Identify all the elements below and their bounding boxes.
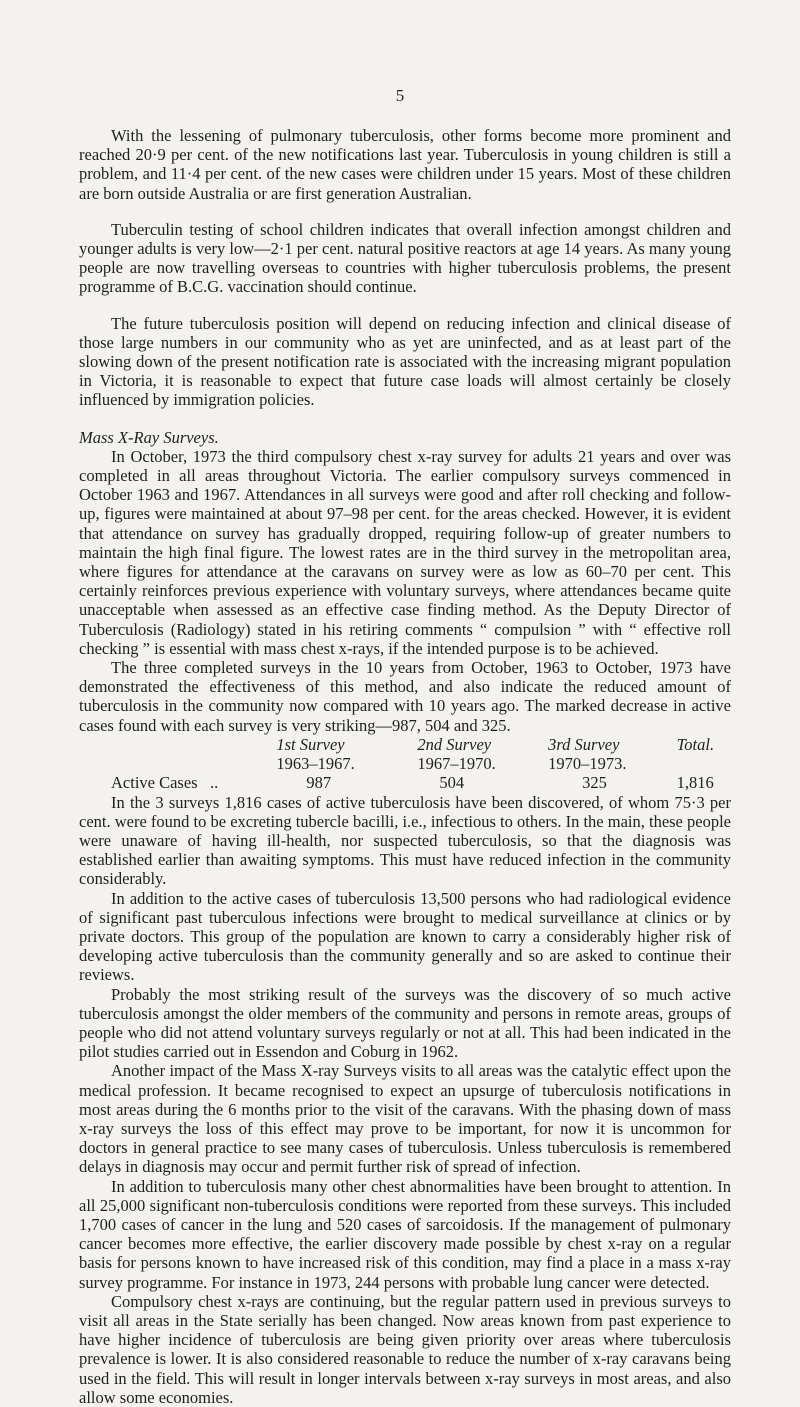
paragraph-chest-abnormalities: In addition to tuberculosis many other chest abnormalities have been brought to attention. In all 25,000 significant non-tuberculosis conditions were reported from these surveys. This included 1,700 cases of cancer in the lung and 520 cases of sarcoidosis. If the management of pulmonary cancer becomes more effective, the earlier discovery made possible by chest x-ray on a regular basis for persons known to have increased risk of this condition, may find a place in a mass x-ray survey programme. For instance in 1973, 244 persons with probable lung cancer were detected. [79, 1176, 731, 1292]
value-total: 1,816 [676, 773, 714, 793]
paragraph-striking-result: Probably the most striking result of the surveys was the discovery of so much active tuberculosis amongst the older members of the community and persons in remote areas, groups of people who did not attend voluntary surveys regularly or not at all. This had been indicated in the pilot studies carried out in Essendon and Coburg in 1962. [79, 984, 731, 1062]
paragraph-third-survey: In October, 1973 the third compulsory chest x-ray survey for adults 21 years and over was completed in all areas throughout Victoria. The earlier compulsory surveys commenced in October 1963 and 1967. Attendances in all surveys were good and after roll checking and follow-up, figures were maintained at about 97–98 per cent. for the areas checked. However, it is evident that attendance on survey has gradually dropped, requiring follow-up of greater numbers to maintain the high final figure. The lowest rates are in the third survey in the metropolitan area, where figures for attendance at the caravans on survey were as low as 60–70 per cent. This certainly reinforces previous experience with voluntary surveys, where attendances became quite unacceptable when assessed as an effective case finding method. As the Deputy Director of Tuberculosis (Radiology) stated in his retiring comments “ compulsion ” with “ effective roll checking ” is essential with mass chest x-rays, if the intended purpose is to be achieved. [79, 446, 731, 658]
paragraph-future-position: The future tuberculosis position will depend on reducing infection and clinical disease of those large numbers in our community who as yet are uninfected, and as at least part of the slowing down of the present notification rate is associated with the increasing migrant population in Victoria, it is reasonable to expect that future case loads will almost certainly be closely influenced by immigration policies. [79, 313, 731, 410]
period-1st: 1963–1967. [276, 754, 355, 774]
value-2nd: 504 [439, 773, 465, 793]
paragraph-other-forms: With the lessening of pulmonary tuberculosis, other forms become more prominent and reached 20·9 per cent. of the new notifications last year. Tuberculosis in young children is still a problem, and 11·4 per cent. of the new cases were children under 15 years. Most of these children are born outside Australia or are first generation Australian. [79, 126, 731, 203]
survey-table [79, 735, 731, 793]
page-number: 5 [395, 86, 405, 105]
period-2nd: 1967–1970. [417, 754, 496, 774]
value-3rd: 325 [582, 773, 607, 793]
survey-table-period-row [79, 754, 731, 773]
survey-table-row-active-cases [79, 773, 731, 792]
paragraph-compulsory-continuing: Compulsory chest x-rays are continuing, but the regular pattern used in previous surveys to visit all areas in the State serially has been changed. Now areas known from past experience to have higher incidence of tuberculosis are being given priority over areas where tuberculosis prevalence is lower. It is also considered reasonable to reduce the number of x-ray caravans being used in the field. This will result in longer intervals between x-ray surveys in most areas, and also allow some economies. [79, 1291, 731, 1407]
period-3rd: 1970–1973. [548, 754, 627, 774]
header-3rd-survey: 3rd Survey [548, 734, 620, 754]
header-total: Total. [676, 734, 715, 754]
document-body [79, 126, 731, 1407]
value-1st: 987 [306, 773, 332, 793]
paragraph-radiological-evidence: In addition to the active cases of tuberculosis 13,500 persons who had radiological evidence of significant past tuberculous infections were brought to medical surveillance at clinics or by private doctors. This group of the population are known to carry a considerably higher risk of developing active tuberculosis than the community generally and so are asked to continue their reviews. [79, 888, 731, 985]
header-1st-survey: 1st Survey [276, 734, 345, 754]
paragraph-catalytic-effect: Another impact of the Mass X-ray Surveys visits to all areas was the catalytic effect upon the medical profession. It became recognised to expect an upsurge of tuberculosis notifications in most areas during the 6 months prior to the visit of the caravans. With the phasing down of mass x-ray surveys the loss of this effect may prove to be important, for now it is uncommon for doctors in general practice to see many cases of tuberculosis. Unless tuberculosis is remembered delays in diagnosis may occur and permit further risk of spread of infection. [79, 1061, 731, 1177]
paragraph-three-surveys: The three completed surveys in the 10 years from October, 1963 to October, 1973 have demonstrated the effectiveness of this method, and also indicate the reduced amount of tuberculosis in the community now compared with 10 years ago. The marked decrease in active cases found with each survey is very striking—987, 504 and 325. [79, 658, 731, 735]
row-leader: .. [209, 773, 219, 793]
paragraph-infectious-cases: In the 3 surveys 1,816 cases of active tuberculosis have been discovered, of whom 75·3 per cent. were found to be excreting tubercle bacilli, i.e., infectious to others. In the main, these people were unaware of having ill-health, nor suspected tuberculosis, so that the diagnosis was established earlier than awaiting symptoms. This must have reduced infection in the community considerably. [79, 792, 731, 889]
header-2nd-survey: 2nd Survey [417, 734, 492, 754]
survey-table-header-row [79, 735, 731, 754]
paragraph-tuberculin-testing: Tuberculin testing of school children indicates that overall infection amongst children and younger adults is very low—2·1 per cent. natural positive reactors at age 14 years. As many young people are now travelling overseas to countries with higher tuberculosis problems, the present programme of B.C.G. vaccination should continue. [79, 219, 731, 297]
section-heading: Mass X-Ray Surveys. [79, 427, 219, 447]
row-label: Active Cases [111, 773, 198, 793]
